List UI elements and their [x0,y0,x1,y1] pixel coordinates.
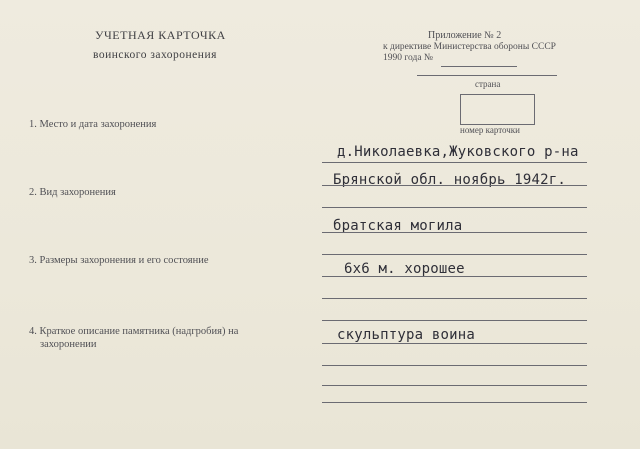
field-1-value-line-2: Брянской обл. ноябрь 1942г. [333,172,566,188]
field-2-line-2 [322,232,587,233]
field-3-line-3 [322,298,587,299]
field-2-line-1 [322,207,587,208]
directive-line-2: 1990 года № [383,53,434,63]
field-3-label: 3. Размеры захоронения и его состояние [29,255,209,266]
field-1-line-2 [322,185,587,186]
field-4-line-3 [322,385,587,386]
field-4-line-4 [322,402,587,403]
field-1-line-1 [322,162,587,163]
field-2-label: 2. Вид захоронения [29,187,116,198]
card-title: УЧЕТНАЯ КАРТОЧКА [95,28,226,42]
field-3-line-4 [322,320,587,321]
field-4-value: скульптура воина [337,327,476,343]
card-number-label: номер карточки [460,125,520,135]
country-line [417,75,557,76]
field-3-value: 6х6 м. хорошее [344,261,465,277]
field-1-label: 1. Место и дата захоронения [29,119,157,130]
card-number-box [460,94,535,125]
field-4-label-line-1: 4. Краткое описание памятника (надгробия) на [29,326,239,337]
field-4-line-2 [322,365,587,366]
directive-number-line [441,66,517,67]
field-3-line-2 [322,276,587,277]
country-label: страна [475,79,501,89]
field-1-value-line-1: д.Николаевка,Жуковского р-на [337,144,579,160]
directive-line-1: к директиве Министерства обороны СССР [383,42,556,52]
field-3-line-1 [322,254,587,255]
appendix-label: Приложение № 2 [428,30,502,41]
card-subtitle: воинского захоронения [93,49,217,61]
field-4-line-1 [322,343,587,344]
field-2-value: братская могила [333,218,463,234]
field-4-label-line-2: захоронении [40,339,97,350]
